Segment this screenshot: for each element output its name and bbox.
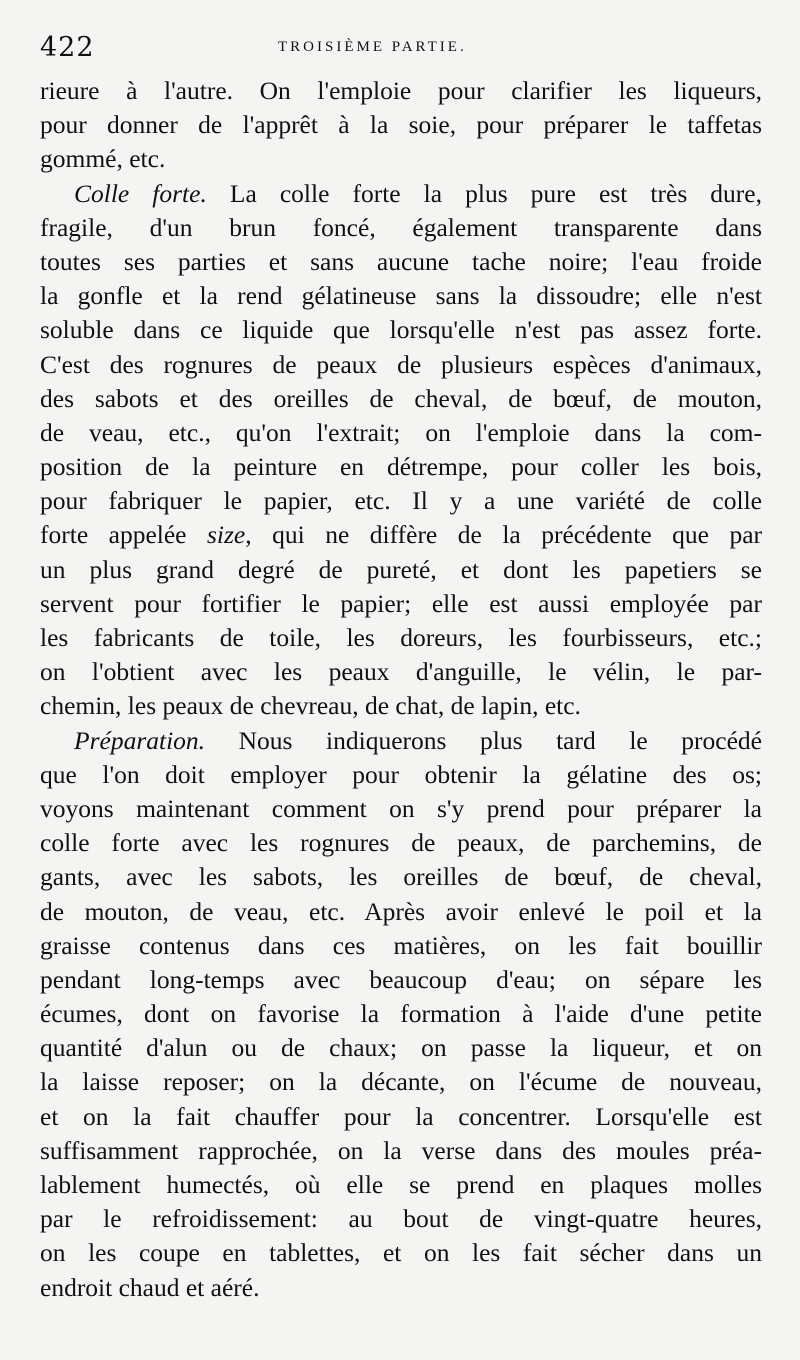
line-text: on les coupe en tablettes, et on les fait sécher dans un xyxy=(40,1238,762,1268)
line-text: soluble dans ce liquide que lorsqu'elle n'est pas assez forte. xyxy=(40,315,762,345)
text-line xyxy=(40,348,762,382)
line-text: fragile, d'un brun foncé, également transparente dans xyxy=(40,212,762,242)
text-line xyxy=(40,1271,762,1305)
line-text: pour donner de l'apprêt à la soie, pour préparer le taffetas xyxy=(40,110,762,140)
text-line xyxy=(40,245,762,279)
text-line xyxy=(40,792,762,826)
page-number: 422 xyxy=(40,32,95,63)
line-text: , qui ne diffère de la précédente que par xyxy=(245,520,763,550)
text-line xyxy=(40,895,762,929)
text-line xyxy=(40,689,762,723)
text-line xyxy=(40,860,762,894)
section-heading: Préparation. xyxy=(74,725,206,755)
text-line xyxy=(40,416,762,450)
line-text: La colle forte la plus pure est très dure, xyxy=(206,178,762,208)
line-text: C'est des rognures de peaux de plusieurs espèces d'animaux, xyxy=(40,349,762,379)
line-text: toutes ses parties et sans aucune tache noire; l'eau froide xyxy=(40,246,762,276)
text-line xyxy=(40,313,762,347)
line-text: colle forte avec les rognures de peaux, de parchemins, de xyxy=(40,828,762,858)
line-text: voyons maintenant comment on s'y prend pour préparer la xyxy=(40,793,762,823)
line-text: pour fabriquer le papier, etc. Il y a une variété de colle xyxy=(40,486,762,516)
text-line xyxy=(40,997,762,1031)
line-text: un plus grand degré de pureté, et dont les papetiers se xyxy=(40,554,762,584)
line-text: rieure à l'autre. On l'emploie pour clarifier les liqueurs, xyxy=(40,76,762,105)
line-text: et on la fait chauffer pour la concentrer. Lorsqu'elle est xyxy=(40,1101,762,1131)
line-text: chemin, les peaux de chevreau, de chat, de lapin, etc. xyxy=(40,691,581,721)
line-text: des sabots et des oreilles de cheval, de bœuf, de mouton, xyxy=(40,383,762,413)
italic-term: size xyxy=(207,520,246,550)
line-text: par le refroidissement: au bout de vingt-quatre heures, xyxy=(40,1204,762,1234)
text-line xyxy=(40,450,762,484)
line-text: forte appelée xyxy=(40,520,207,550)
line-text: position de la peinture en détrempe, pour coller les bois, xyxy=(40,452,762,482)
text-line xyxy=(40,826,762,860)
text-line xyxy=(40,1031,762,1065)
text-line xyxy=(40,484,762,518)
line-text: pendant long-temps avec beaucoup d'eau; on sépare les xyxy=(40,964,762,994)
line-text: la laisse reposer; on la décante, on l'écume de nouveau, xyxy=(40,1067,762,1097)
text-line xyxy=(40,279,762,313)
line-text: de mouton, de veau, etc. Après avoir enlevé le poil et la xyxy=(40,896,762,926)
text-line xyxy=(40,724,762,758)
line-text: gommé, etc. xyxy=(40,144,166,174)
text-line xyxy=(40,211,762,245)
text-line xyxy=(40,963,762,997)
line-text: Nous indiquerons plus tard le procédé xyxy=(205,725,762,755)
text-line xyxy=(40,1065,762,1099)
line-text: graisse contenus dans ces matières, on les fait bouillir xyxy=(40,930,762,960)
text-line xyxy=(40,1100,762,1134)
line-text: quantité d'alun ou de chaux; on passe la liqueur, et on xyxy=(40,1033,762,1063)
text-line xyxy=(40,74,762,108)
text-line xyxy=(40,382,762,416)
text-line xyxy=(40,929,762,963)
text-line xyxy=(40,142,762,176)
text-line xyxy=(40,621,762,655)
line-text: que l'on doit employer pour obtenir la gélatine des os; xyxy=(40,759,762,789)
text-line xyxy=(40,553,762,587)
line-text: de veau, etc., qu'on l'extrait; on l'emploie dans la com- xyxy=(40,417,762,447)
line-text: servent pour fortifier le papier; elle est aussi employée par xyxy=(40,588,762,618)
line-text: lablement humectés, où elle se prend en plaques molles xyxy=(40,1170,762,1199)
running-title: TROISIÈME PARTIE. xyxy=(278,39,467,55)
line-text: endroit chaud et aéré. xyxy=(40,1272,260,1302)
text-line xyxy=(40,758,762,792)
text-line xyxy=(40,1236,762,1270)
line-text: la gonfle et la rend gélatineuse sans la dissoudre; elle n'est xyxy=(40,281,762,311)
line-text: les fabricants de toile, les doreurs, les fourbisseurs, etc.; xyxy=(40,623,762,652)
line-text: on l'obtient avec les peaux d'anguille, le vélin, le par- xyxy=(40,657,762,687)
line-text: gants, avec les sabots, les oreilles de bœuf, de cheval, xyxy=(40,862,762,892)
text-line xyxy=(40,587,762,621)
text-line xyxy=(40,1202,762,1236)
body-text xyxy=(40,74,762,1305)
text-line xyxy=(40,1168,762,1202)
text-line xyxy=(40,518,762,552)
line-text: suffisamment rapprochée, on la verse dans des moules préa- xyxy=(40,1135,762,1165)
text-line xyxy=(40,108,762,142)
text-line xyxy=(40,1134,762,1168)
text-line xyxy=(40,655,762,689)
section-heading: Colle forte. xyxy=(74,178,207,208)
line-text: écumes, dont on favorise la formation à l'aide d'une petite xyxy=(40,999,762,1029)
text-line xyxy=(40,177,762,211)
running-head xyxy=(40,32,760,62)
